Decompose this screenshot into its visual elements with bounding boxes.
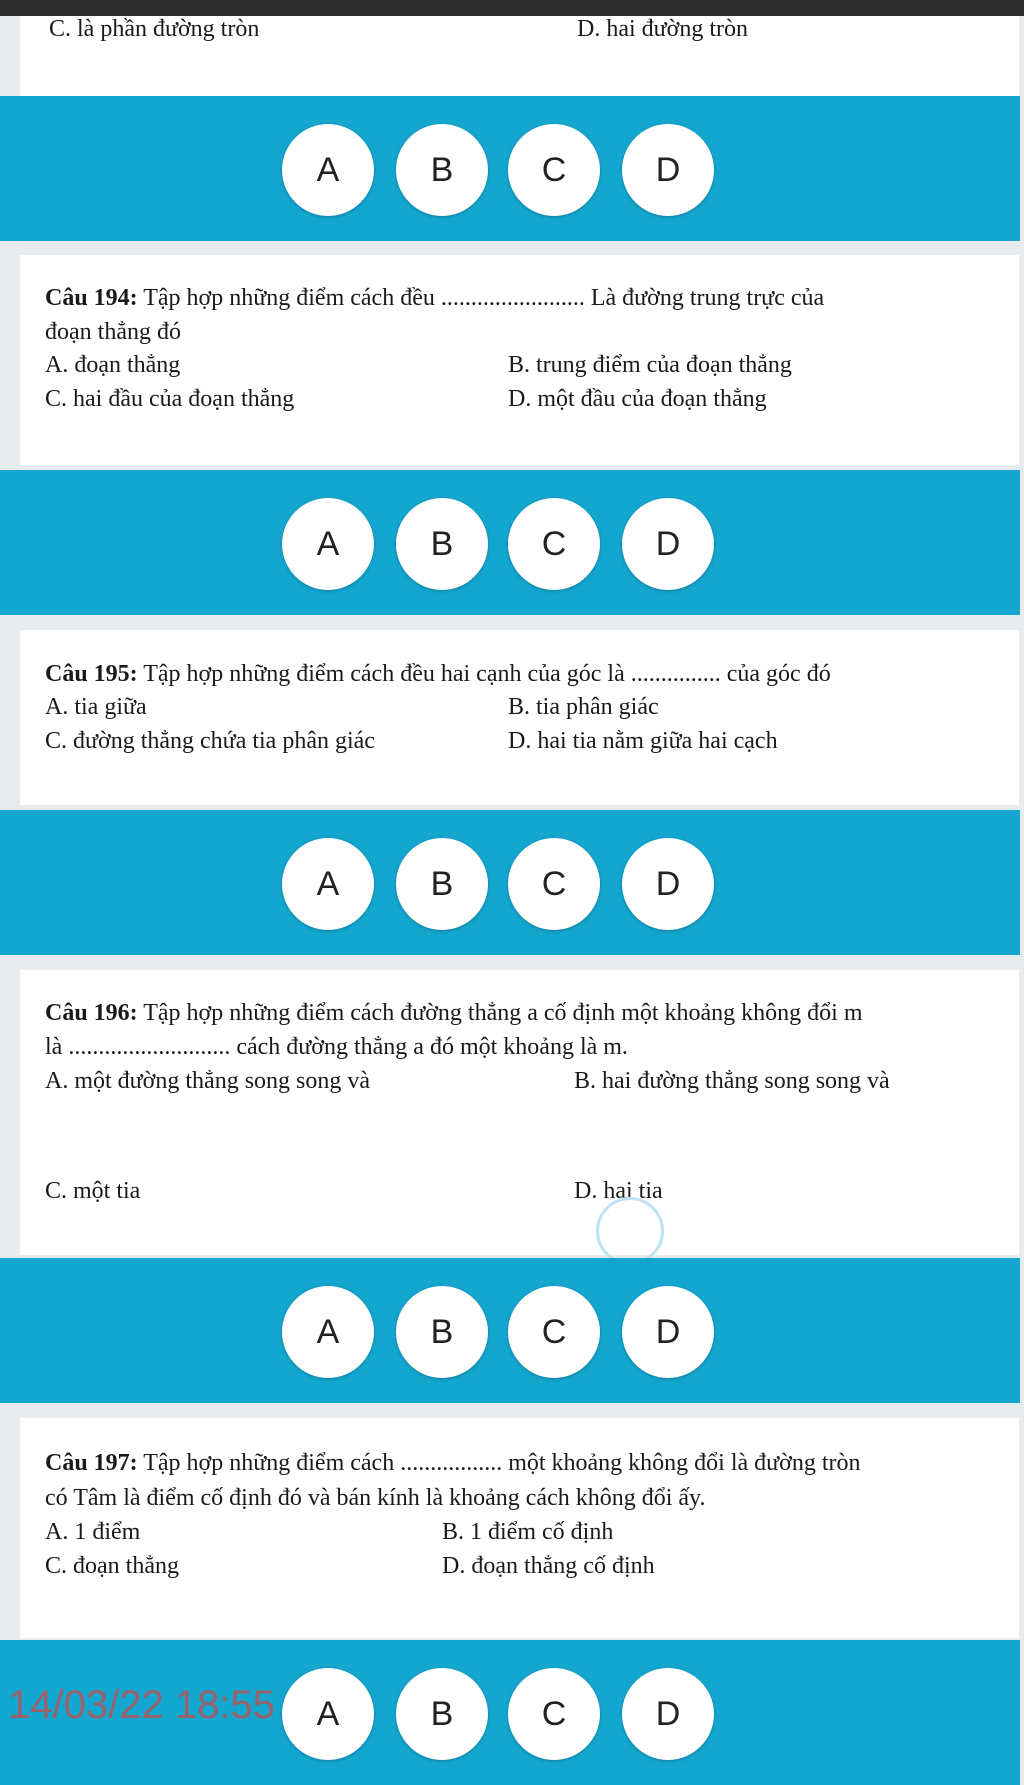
question-text: [45, 661, 831, 688]
question-card-195: [20, 630, 1019, 805]
question-text-continued: có Tâm là điểm cố định đó và bán kính là khoảng cách không đổi ấy.: [45, 1485, 706, 1511]
option-b: B. hai đường thẳng song song và: [574, 1068, 890, 1094]
answer-band: [0, 810, 1020, 955]
answer-button-c[interactable]: C: [508, 1286, 600, 1378]
answer-button-a[interactable]: A: [282, 498, 374, 590]
status-bar: [0, 0, 1024, 16]
question-card-194: [20, 255, 1019, 465]
answer-band: [0, 96, 1020, 241]
answer-button-b[interactable]: B: [396, 838, 488, 930]
option-c: C. đoạn thẳng: [45, 1553, 179, 1579]
answer-button-a[interactable]: A: [282, 1668, 374, 1760]
question-card-196: [20, 970, 1019, 1255]
option-a: A. đoạn thẳng: [45, 352, 181, 378]
timestamp-overlay: 14/03/22 18:55: [8, 1683, 275, 1727]
answer-band: [0, 1258, 1020, 1403]
option-d: D. hai đường tròn: [577, 16, 749, 42]
answer-button-b[interactable]: B: [396, 1668, 488, 1760]
option-d: D. một đầu của đoạn thẳng: [508, 386, 767, 412]
question-number: Câu 195:: [45, 661, 138, 687]
answer-button-b[interactable]: B: [396, 498, 488, 590]
answer-button-d[interactable]: D: [622, 838, 714, 930]
option-b: B. trung điểm của đoạn thẳng: [508, 352, 792, 378]
question-text-continued: là ........................... cách đường thẳng a đó một khoảng là m.: [45, 1034, 628, 1060]
question-stem: Tập hợp những điểm cách đều ........................ Là đường trung trực của: [137, 285, 825, 311]
question-text: [45, 285, 824, 312]
question-text-continued: đoạn thẳng đó: [45, 319, 181, 345]
question-card-197: [20, 1418, 1019, 1638]
option-d: D. hai tia: [574, 1178, 663, 1204]
answer-button-d[interactable]: D: [622, 1286, 714, 1378]
option-d: D. hai tia nằm giữa hai cạch: [508, 728, 778, 754]
answer-button-d[interactable]: D: [622, 1668, 714, 1760]
option-a: A. 1 điểm: [45, 1519, 141, 1545]
answer-button-a[interactable]: A: [282, 1286, 374, 1378]
touch-indicator-icon: [596, 1197, 664, 1265]
option-d: D. đoạn thẳng cố định: [442, 1553, 655, 1579]
answer-band: [0, 470, 1020, 615]
question-number: Câu 196:: [45, 1000, 138, 1026]
answer-button-a[interactable]: A: [282, 124, 374, 216]
answer-button-d[interactable]: D: [622, 124, 714, 216]
answer-button-b[interactable]: B: [396, 124, 488, 216]
option-c: C. hai đầu của đoạn thẳng: [45, 386, 295, 412]
answer-button-c[interactable]: C: [508, 124, 600, 216]
option-a: A. một đường thẳng song song và: [45, 1068, 371, 1094]
question-stem: Tập hợp những điểm cách đều hai cạnh của góc là ............... của góc đó: [137, 661, 831, 687]
answer-button-a[interactable]: A: [282, 838, 374, 930]
option-b: B. tia phân giác: [508, 694, 659, 720]
question-stem: Tập hợp những điểm cách đường thẳng a cố định một khoảng không đổi m: [137, 1000, 863, 1026]
option-c: C. là phần đường tròn: [49, 16, 260, 42]
answer-button-c[interactable]: C: [508, 838, 600, 930]
question-number: Câu 197:: [45, 1450, 138, 1476]
option-c: C. đường thẳng chứa tia phân giác: [45, 728, 375, 754]
answer-button-b[interactable]: B: [396, 1286, 488, 1378]
question-text: [45, 1450, 861, 1477]
question-stem: Tập hợp những điểm cách ................. một khoảng không đổi là đường tròn: [137, 1450, 861, 1476]
answer-button-c[interactable]: C: [508, 498, 600, 590]
question-card-193: [20, 16, 1019, 96]
question-number: Câu 194:: [45, 285, 138, 311]
option-c: C. một tia: [45, 1178, 141, 1204]
option-a: A. tia giữa: [45, 694, 147, 720]
answer-button-c[interactable]: C: [508, 1668, 600, 1760]
answer-button-d[interactable]: D: [622, 498, 714, 590]
question-text: [45, 1000, 863, 1027]
option-b: B. 1 điểm cố định: [442, 1519, 614, 1545]
